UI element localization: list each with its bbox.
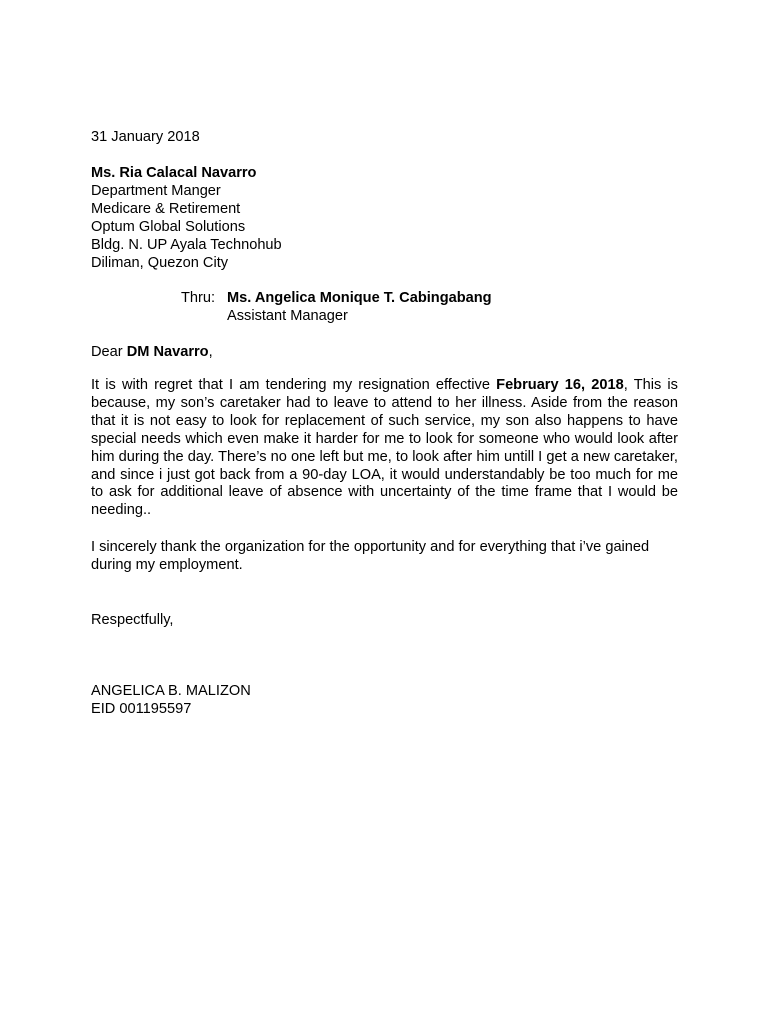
paragraph1-rest: , This is because, my son’s caretaker had to leave to attend to her illness. Aside from the reason that it is not easy to look for replacement of such service, my son also happens to have special needs which even make it harder for me to look for someone who would look after him during the day. There’s no one left but me, to look after him untill I get a new caretaker, and since i just got back from a 90-day LOA, it would understandably be too much for me to ask for additional leave of absence with uncertainty of the time frame that I would be needing.. [91,377,678,519]
letter-date: 31 January 2018 [91,129,200,145]
resignation-effective-date: February 16, 2018 [496,377,624,393]
closing: Respectfully, [91,612,174,628]
paragraph1-intro: It is with regret that I am tendering my resignation effective [91,377,497,393]
recipient-name: Ms. Ria Calacal Navarro [91,165,257,181]
thru-recipient [227,289,492,325]
recipient-title: Department Manger [91,183,221,199]
thru-name: Ms. Angelica Monique T. Cabingabang [227,290,492,306]
salutation-prefix: Dear [91,344,127,360]
salutation [91,343,213,361]
recipient-building: Bldg. N. UP Ayala Technohub [91,237,282,253]
salutation-name: DM Navarro [126,344,209,360]
body-paragraph-thanks: I sincerely thank the organization for the opportunity and for everything that i’ve gained during my employment. [91,539,650,573]
recipient-city: Diliman, Quezon City [91,255,229,271]
recipient-department: Medicare & Retirement [91,201,241,217]
thru-title: Assistant Manager [227,308,348,324]
body-paragraph-resignation [91,377,678,520]
recipient-address-block [91,164,282,272]
signer-eid: EID 001195597 [91,701,192,717]
recipient-company: Optum Global Solutions [91,219,246,235]
thru-label: Thru: [181,290,216,306]
signer-name: ANGELICA B. MALIZON [91,683,251,699]
salutation-suffix: , [208,344,213,360]
signature-block [91,682,251,718]
